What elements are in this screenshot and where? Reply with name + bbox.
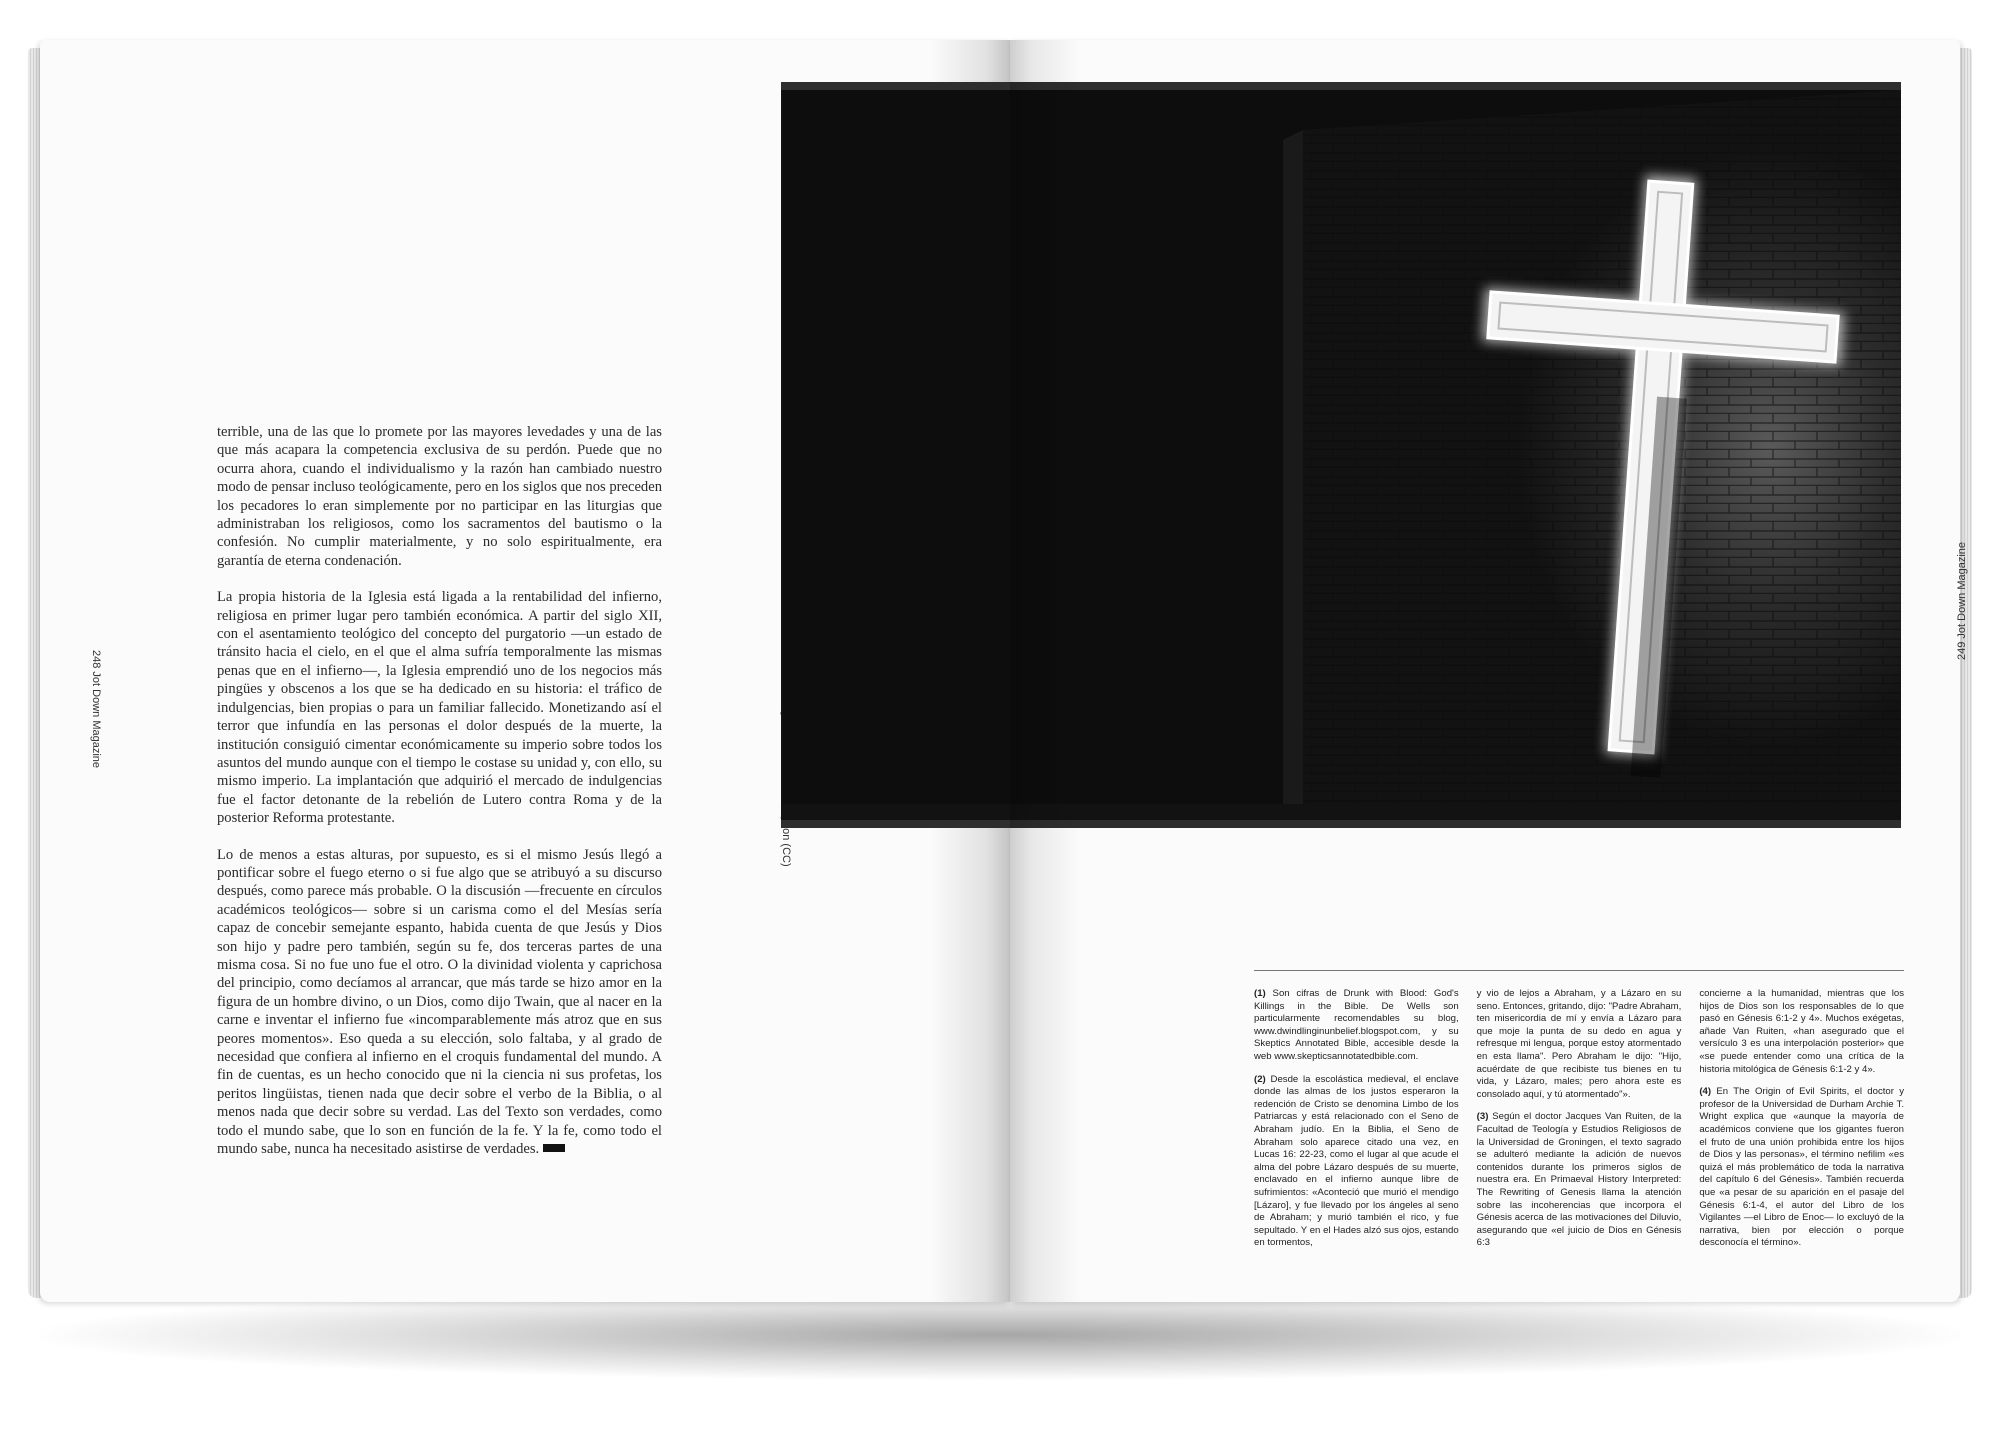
footnote-text: Según el doctor Jacques Van Ruiten, de la Facultad de Teología y Estudios Religiosos de la Universidad de Groningen, el texto sagrado se adulteró mediante la adición de nuevos contenidos durante los primeros siglos de nuestra era. En Primaeval History Interpreted: The Rewriting of Genesis llama la atención sobre las incoherencias que incorpora el Génesis acerca de las motivaciones del Diluvio, asegurando que «el juicio de Dios en Génesis 6:3 [1476,1111,1682,1249]
footnote-2 [1254,1074,1459,1250]
paragraph-3-text: Lo de menos a estas alturas, por supuesto, es si el mismo Jesús llegó a pontificar sobre el fuego eterno o si fue algo que se atribuyó a su discurso después, como parece más probable. O la discusión —frecuente en círculos académicos teológicos— sobre si un carisma como el del Mesías sería capaz de concebir semejante espanto, habida cuenta de que Jesús y Dios son hijo y padre pero también, según su fe, dos terceras partes de una misma cosa. Si no fue uno fue el otro. O la divinidad violenta y caprichosa del principio, como decíamos al arrancar, que más tarde se hizo amor en la figura de un hombre divino, o un Dios, como dijo Twain, que al nacer en la carne e inventar el infierno fue «incomparablemente más atroz que en sus peores momentos». Eso queda a su elección, solo faltaba, y al grado de necesidad que confiera al infierno en el croquis fundamental del mundo. A fin de cuentas, es un hecho conocido que ni la ciencia ni sus profetas, los peritos lingüistas, tienen nada que decir sobre el verbo de la Biblia, o al menos nada que decir sobre su verdad. Las del Texto son verdades, como todo el mundo sabe, que lo son en función de la fe. Y la fe, como todo el mundo sabe, nunca ha necesitado asistirse de verdades. [217,846,662,1158]
footnote-number: (4) [1699,1086,1712,1098]
footnote-number: (1) [1254,988,1266,999]
footnote-text: Desde la escolástica medieval, el enclave donde las almas de los justos esperaron la redención de Cristo se denomina Limbo de los Patriarcas y está relacionado con el Seno de Abraham judío. En la Biblia, el Seno de Abraham solo aparece citado una vez, en Lucas 16: 22-23, como el lugar al que acude el alma del pobre Lázaro después de su muerte, enclavado en el infierno aunque libre de sufrimientos: «Aconteció que murió el mendigo [Lázaro], y fue llevado por los ángeles al seno de Abraham; y murió también el rico, y fue sepultado. Y en el Hades alzó sus ojos, estando en tormentos, [1254,1073,1459,1249]
footnote-1 [1254,988,1459,1064]
paragraph-1: terrible, una de las que lo promete por las mayores levedades y una de las que más acapara la competencia exclusiva de su perdón. Puede que no ocurra ahora, cuando el individualismo y la razón han cambiado nuestro modo de pensar incluso teológicamente, pero en los siglos que nos preceden los pecadores lo eran simplemente por no participar en las liturgias que administraban los religiosos, como los sacramentos del bautismo o la confesión. No cumplir materialmente, y no solo espiritualmente, era garantía de eterna condenación. [217,424,662,569]
footnote-number: (3) [1476,1111,1489,1123]
footnote-divider [1254,970,1904,971]
paragraph-3 [217,846,662,1159]
footnote-column-3 [1699,988,1904,1260]
neon-cross-photo [783,82,1901,828]
article-body [217,423,662,1176]
spread-shadow [40,1290,1960,1380]
footnote-text: En The Origin of Evil Spirits, el doctor y profesor de la Universidad de Durham Archie T. Wright explica que «aunque la mayoría de académicos conviene que los gigantes fueron el fruto de una unión prohibida entre los hijos de Dios y las personas», el término nefilim «es quizá el más problemático de toda la narrativa del capítulo 6 del Génesis». También recuerda que «a pesar de su aparición en el pasaje del Génesis 6:1-4, el autor del Libro de los Vigilantes —el Libro de Enoc— lo excluyó de la narrativa, bien por elección o porque desconocía el término». [1699,1086,1905,1249]
left-folio: 248 Jot Down Magazine [90,650,102,769]
footnote-3-continued [1699,988,1904,1076]
footnote-number: (2) [1254,1073,1266,1085]
paragraph-2: La propia historia de la Iglesia está ligada a la rentabilidad del infierno, religiosa en primer lugar pero también económica. A partir del siglo XII, con el asentamiento teológico del concepto del purgatorio —un estado de tránsito hacia el cielo, en el que el alma sufría temporalmente las mismas penas que en el infierno—, la Iglesia emprendió uno de los negocios más pingües y obscenos a los que se ha dedicado en su historia: el tráfico de indulgencias, bien propias o para un familiar fallecido. Monetizando así el terror que infundía en las personas el dolor después de la muerte, la institución consiguió cimentar económicamente su imperio sobre todos los asuntos del mundo aunque con el tiempo le costase su unidad y, con ello, su mismo imperio. La implantación que adquirió el mercado de indulgencias fue el factor detonante de la rebelión de Lutero contra Roma y de la posterior Reforma protestante. [217,589,662,827]
neon-cross-illustration [783,90,1901,804]
footnote-column-1 [1254,988,1459,1260]
footnotes [1254,988,1904,1260]
end-of-article-mark [543,1144,565,1152]
footnote-2-continued [1477,988,1682,1101]
footnote-4 [1699,1086,1904,1250]
right-page [1010,40,1968,1302]
right-page-edges [1958,48,1972,1298]
footnote-text: concierne a la humanidad, mientras que los hijos de Dios son los responsables de lo que pasó en Génesis 6:1-2 y 4». Muchos exégetas, añade Van Ruiten, «han asegurado que el versículo 3 es una interpolación posterior» que «se puede entender como una crítica de la historia mitológica de Génesis 6:1-2 y 4». [1699,988,1905,1075]
right-folio: 249 Jot Down Magazine [1956,541,1968,660]
footnote-text: y vio de lejos a Abraham, y a Lázaro en su seno. Entonces, gritando, dijo: "Padre Abraham, ten misericordia de mí y envía a Lázaro para que moje la punta de su dedo en agua y refresque mi lengua, porque estoy atormentado en esta llama". Pero Abraham le dijo: "Hijo, acuérdate de que recibiste tus bienes en tu vida, y Lázaro, males; pero ahora este es consolado aquí, y tú atormentado"». [1476,988,1682,1100]
footnote-3 [1477,1111,1682,1250]
footnote-column-2 [1477,988,1682,1260]
footnote-text: Son cifras de Drunk with Blood: God's Killings in the Bible. De Wells son particularmente recomendables su blog, www.dwindlinginunbelief.blogspot.com, y su Skeptics Annotated Bible, accesible desde la web www.skepticsannotatedbible.com. [1254,988,1459,1062]
photo-credit: (CC) [780,843,792,867]
